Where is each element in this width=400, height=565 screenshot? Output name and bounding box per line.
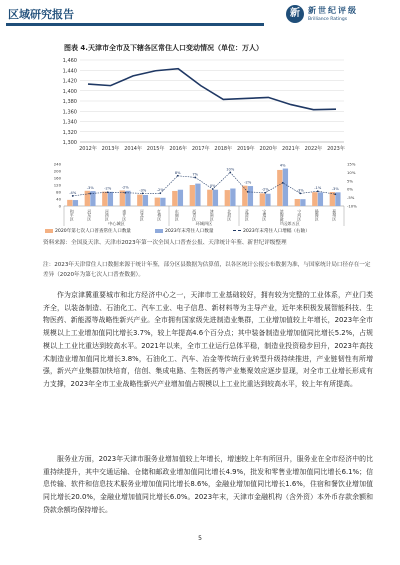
x-tick-label: 2012年 bbox=[79, 146, 97, 152]
growth-data-label: 7% bbox=[192, 172, 199, 177]
bar-2023 bbox=[230, 189, 235, 207]
y-tick-label: 1,400 bbox=[62, 88, 77, 95]
growth-data-label: 8% bbox=[174, 170, 181, 175]
population-series-line bbox=[88, 69, 336, 110]
y-tick-label: 40 bbox=[56, 196, 61, 202]
bar-2020 bbox=[295, 199, 300, 206]
x-tick-label: 东丽区 bbox=[175, 209, 181, 221]
growth-data-label: -2% bbox=[261, 187, 269, 192]
bar-2020 bbox=[312, 192, 317, 206]
bar-2020 bbox=[207, 190, 212, 206]
bar-2020 bbox=[242, 186, 247, 206]
x-tick-label: 2023年 bbox=[327, 146, 345, 152]
bar-2020 bbox=[260, 193, 265, 206]
y-tick-label: 1,300 bbox=[62, 140, 77, 146]
group-label: 环城四区 bbox=[195, 221, 213, 226]
bar-2023 bbox=[248, 186, 253, 206]
growth-data-label: -2% bbox=[156, 188, 164, 193]
group-label: 中心城区 bbox=[108, 221, 125, 226]
bar-2023 bbox=[160, 198, 165, 206]
bar-2020 bbox=[67, 200, 72, 206]
report-category: 区域研究报告 bbox=[8, 8, 74, 21]
bar-2020 bbox=[155, 198, 160, 206]
figure-source: 资料来源：全国及天津、天津市2023年第一次全国人口普查公报、天津统计年鉴、新世纪评级整理 bbox=[43, 240, 287, 246]
x-tick-label: 西青区 bbox=[192, 209, 198, 221]
x-tick-label: 滨海新区 bbox=[280, 209, 286, 225]
bar-2023 bbox=[213, 190, 218, 206]
x-tick-label: 2019年 bbox=[236, 146, 255, 152]
growth-data-label: -3% bbox=[296, 188, 304, 193]
x-tick-label: 河北区 bbox=[140, 209, 146, 221]
y-tick-label: 1,340 bbox=[62, 119, 77, 126]
page-number: 5 bbox=[198, 535, 202, 542]
growth-point bbox=[334, 193, 336, 195]
bar-2023 bbox=[108, 192, 113, 206]
y2-tick-label: 0% bbox=[347, 186, 354, 192]
x-tick-label: 河东区 bbox=[87, 209, 93, 221]
district-bar-chart bbox=[44, 160, 364, 228]
bar-2020 bbox=[85, 191, 90, 206]
legend-label-2020: 2020年第七次人口普查常住人口数量 bbox=[55, 229, 132, 234]
legend-label-growth: 2023年末常住人口增幅（右轴） bbox=[243, 229, 310, 234]
growth-data-label: 10% bbox=[226, 167, 235, 172]
group-label: 远郊五区 bbox=[283, 221, 300, 226]
y-tick-label: 0 bbox=[58, 203, 61, 209]
figure-note: 注：2023年天津常住人口数据来源于统计年鉴，部分区县数据为估算值，以各区统计公报公布数据为准，与国家统计局口径存在一定差异（2020年为第七次人口普查数据）。 bbox=[43, 262, 371, 278]
bar-2023 bbox=[283, 169, 288, 206]
x-tick-label: 和平区 bbox=[70, 209, 76, 221]
growth-data-label: -3% bbox=[331, 187, 339, 191]
bar-2020 bbox=[102, 192, 107, 206]
x-tick-label: 红桥区 bbox=[157, 209, 163, 221]
logo-emblem-icon: 新 bbox=[286, 5, 304, 23]
legend-label-2023: 2023年末常住人口数量 bbox=[165, 229, 214, 234]
y2-tick-label: 10% bbox=[347, 169, 356, 175]
bar-2023 bbox=[265, 194, 270, 206]
page-header bbox=[0, 0, 400, 30]
body-paragraph-services: 服务业方面，2023年天津市服务业增加值较上年增长，增速较上年有所回升，服务业在全市经济中的比重持续提升，其中交通运输、仓储和邮政业增加值同比增长4.9%，批发和零售业增加值同比增长6.1%；信息传输、软件和信息技术服务业增加值同比增长8.6%，金融业增加值同比增长1.6%，住宿和餐饮业增加值同比增长20.0%，金融业增加值同比增长6.0%。2023年末，天津市金融机构（含外资）本外币存款余额和贷款余额均保持增长。 bbox=[43, 455, 373, 514]
growth-data-label: -2% bbox=[104, 186, 112, 191]
x-tick-label: 2014年 bbox=[124, 146, 142, 152]
bar-2023 bbox=[73, 200, 78, 206]
growth-data-label: -1% bbox=[314, 186, 322, 191]
brand-name-en: Brilliance Ratings bbox=[308, 17, 348, 22]
legend-item-2020 bbox=[45, 228, 131, 234]
y-tick-label: 1,380 bbox=[62, 99, 77, 105]
x-tick-label: 2020年 bbox=[259, 146, 278, 152]
header-rule bbox=[6, 23, 264, 26]
x-tick-label: 2021年 bbox=[282, 146, 300, 152]
legend-item-2023 bbox=[155, 228, 213, 234]
x-tick-label: 2022年 bbox=[304, 146, 323, 152]
x-tick-label: 武清区 bbox=[245, 209, 251, 221]
body-paragraph-industry: 作为京津冀重要城市和北方经济中心之一，天津市工业基础较好，拥有较为完整的工业体系，产业门类齐全，以装备制造、石油化工、汽车工业、电子信息、新材料等为主导产业，近年来积极发展智能科技、生物医药、新能源等战略性新兴产业。全市拥有国家级先进制造业集群，工业增加值较上年增长，2023年全市规模以上工业增加值同比增长3.7%，较上年提高4.6个百分点；其中装备制造业增加值同比增长5.2%，占规模以上工业比重达到较高水平。2021年以来，全市工业运行总体平稳，制造业投资稳步回升，2023年高技术制造业增加值同比增长3.8%，石油化工、汽车、冶金等传统行业转型升级持续推进，产业链韧性有所增强，新兴产业集群加快培育，信创、集成电路、生物医药等产业集聚效应逐步显现，对全市工业增长形成有力支撑，2023年全市工业战略性新兴产业增加值占规模以上工业比重达到较高水平，较上年有所提高。 bbox=[43, 291, 373, 388]
y2-tick-label: 15% bbox=[347, 161, 356, 167]
bar-2023 bbox=[143, 195, 148, 206]
x-tick-label: 2015年 bbox=[146, 146, 165, 152]
y2-tick-label: -10% bbox=[347, 203, 357, 209]
y-tick-label: 80 bbox=[56, 189, 61, 195]
bar-2020 bbox=[190, 185, 195, 206]
y-tick-label: 1,440 bbox=[62, 68, 77, 75]
legend-swatch-growth bbox=[233, 230, 241, 231]
y2-tick-label: 5% bbox=[347, 178, 354, 184]
y2-tick-label: -5% bbox=[347, 195, 355, 201]
x-tick-label: 2017年 bbox=[191, 146, 210, 152]
x-tick-label: 南开区 bbox=[122, 209, 128, 221]
figure-title: 图表 4.天津市全市及下辖各区常住人口变动情况（单位：万人） bbox=[64, 44, 263, 52]
bar-2023 bbox=[300, 199, 305, 206]
y-tick-label: 1,320 bbox=[62, 129, 77, 136]
legend-item-growth bbox=[233, 228, 310, 234]
legend-swatch-2020 bbox=[45, 229, 53, 233]
y-tick-label: 1,460 bbox=[62, 58, 77, 64]
x-tick-label: 2016年 bbox=[169, 146, 188, 152]
x-tick-label: 河西区 bbox=[105, 209, 111, 221]
x-tick-label: 宝坻区 bbox=[262, 209, 268, 221]
growth-data-label: 0% bbox=[209, 184, 216, 189]
bar-2020 bbox=[172, 191, 177, 206]
bar-2020 bbox=[225, 190, 230, 206]
y-tick-label: 120 bbox=[53, 182, 61, 188]
bar-2020 bbox=[277, 170, 282, 206]
growth-data-label: -2% bbox=[121, 185, 129, 190]
x-tick-label: 蓟州区 bbox=[332, 209, 338, 221]
x-tick-label: 津南区 bbox=[210, 209, 216, 221]
y-tick-label: 1,420 bbox=[62, 78, 77, 85]
y-tick-label: 160 bbox=[53, 175, 61, 181]
growth-data-label: 4% bbox=[279, 163, 286, 168]
y-tick-label: 1,360 bbox=[62, 109, 77, 116]
legend-swatch-2023 bbox=[155, 229, 163, 233]
y-tick-label: 240 bbox=[53, 161, 61, 167]
bar-2023 bbox=[178, 190, 183, 206]
bar-2023 bbox=[318, 192, 323, 206]
bar-2020 bbox=[137, 195, 142, 206]
bar-2023 bbox=[195, 184, 200, 206]
growth-data-label: -2% bbox=[244, 180, 252, 185]
growth-data-label: -3% bbox=[139, 188, 147, 193]
growth-data-label: -4% bbox=[69, 190, 77, 195]
x-tick-label: 静海区 bbox=[315, 209, 321, 221]
x-tick-label: 2013年 bbox=[101, 146, 120, 152]
x-tick-label: 2018年 bbox=[214, 146, 233, 152]
x-tick-label: 宁河区 bbox=[297, 209, 303, 221]
population-line-chart bbox=[50, 54, 350, 154]
growth-data-label: -3% bbox=[86, 185, 94, 190]
x-tick-label: 北辰区 bbox=[227, 209, 233, 221]
y-tick-label: 200 bbox=[53, 168, 61, 174]
brand-name-cn: 新世纪评级 bbox=[308, 6, 358, 15]
